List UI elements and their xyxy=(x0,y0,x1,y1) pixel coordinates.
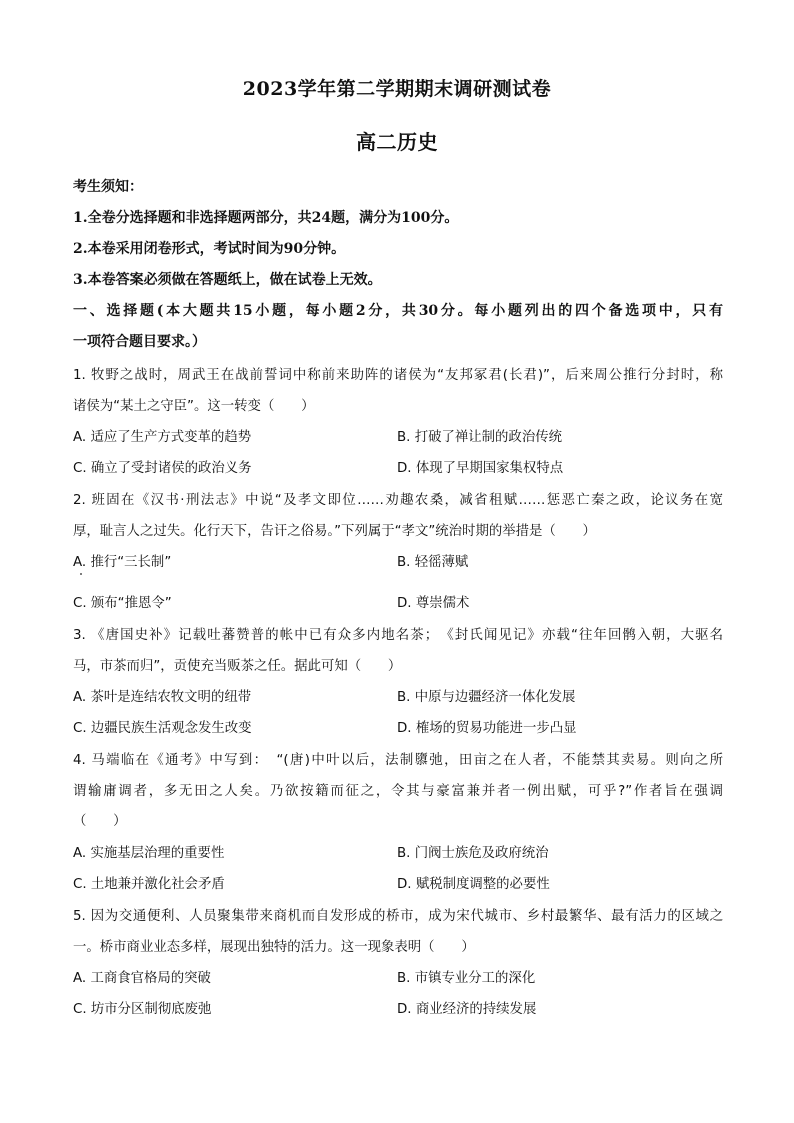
question-5-stem: 5. 因为交通便利、人员聚集带来商机而自发形成的桥市，成为宋代城市、乡村最繁华、最有活力的区域之 xyxy=(73,909,723,924)
subject-title: 高二历史 xyxy=(356,130,438,154)
notice-item: 3.本卷答案必须做在答题纸上，做在试卷上无效。 xyxy=(73,272,382,288)
question-5-option-c: C. 坊市分区制彻底废弛 xyxy=(73,1002,212,1017)
question-2-option-c: C. 颁布“推恩令” xyxy=(73,596,172,611)
question-1-option-c: C. 确立了受封诸侯的政治义务 xyxy=(73,461,252,476)
question-4-option-b: B. 门阀士族危及政府统治 xyxy=(397,846,549,861)
notice-item: 1.全卷分选择题和非选择题两部分，共24题，满分为100分。 xyxy=(73,210,459,226)
section-heading: 一、选择题(本大题共15小题，每小题2分，共30分。每小题列出的四个备选项中，只有 xyxy=(73,303,723,319)
question-3-stem: 马，市茶而归”，贡使充当贩茶之任。据此可知（ ） xyxy=(73,659,402,674)
question-1-option-d: D. 体现了早期国家集权特点 xyxy=(397,461,564,476)
question-1-option-a: A. 适应了生产方式变革的趋势 xyxy=(73,430,252,445)
question-2-option-a: A. 推行“三长制” xyxy=(73,555,172,570)
question-3-option-b: B. 中原与边疆经济一体化发展 xyxy=(397,690,576,705)
question-2-stem: 2. 班固在《汉书·刑法志》中说“及孝文即位……劝趣农桑，减省租赋……惩恶亡秦之政，论议务在宽 xyxy=(73,493,723,508)
question-1-option-b: B. 打破了禅让制的政治传统 xyxy=(397,430,562,445)
notice-heading: 考生须知： xyxy=(73,179,143,195)
question-4-option-c: C. 土地兼并激化社会矛盾 xyxy=(73,877,225,892)
stray-mark xyxy=(80,573,82,575)
notice-item: 2.本卷采用闭卷形式，考试时间为90分钟。 xyxy=(73,241,346,257)
question-2-option-b: B. 轻徭薄赋 xyxy=(397,555,469,570)
question-2-stem: 厚，耻言人之过失。化行天下，告讦之俗易。”下列属于“孝文”统治时期的举措是（ ） xyxy=(73,524,596,539)
question-4-option-d: D. 赋税制度调整的必要性 xyxy=(397,877,550,892)
question-5-option-b: B. 市镇专业分工的深化 xyxy=(397,971,536,986)
question-4-option-a: A. 实施基层治理的重要性 xyxy=(73,846,225,861)
question-3-option-a: A. 茶叶是连结农牧文明的纽带 xyxy=(73,690,252,705)
question-1-stem: 1. 牧野之战时，周武王在战前誓词中称前来助阵的诸侯为“友邦冢君(长君)”，后来周公推行分封时，称 xyxy=(73,368,723,383)
section-heading-cont: 一项符合题目要求。） xyxy=(73,334,206,350)
question-4-stem: 谓输庸调者，多无田之人矣。乃欲按籍而征之，令其与豪富兼并者一例出赋，可乎?”作者旨在强调 xyxy=(73,784,723,799)
question-5-option-a: A. 工商食官格局的突破 xyxy=(73,971,211,986)
question-5-stem: 一。桥市商业业态多样，展现出独特的活力。这一现象表明（ ） xyxy=(73,940,475,955)
question-3-stem: 3. 《唐国史补》记载吐蕃赞普的帐中已有众多内地名茶； 《封氏闻见记》亦载“往年回鹘入朝，大驱名 xyxy=(73,628,723,643)
question-4-stem: 4. 马端临在《通考》中写到： “(唐)中叶以后，法制隳弛，田亩之在人者，不能禁其卖易。则向之所 xyxy=(73,753,723,768)
question-3-option-d: D. 榷场的贸易功能进一步凸显 xyxy=(397,721,577,736)
question-2-option-d: D. 尊崇儒术 xyxy=(397,596,470,611)
question-4-stem: （ ） xyxy=(73,814,127,829)
exam-title: 2023学年第二学期期末调研测试卷 xyxy=(242,78,552,100)
question-5-option-d: D. 商业经济的持续发展 xyxy=(397,1002,537,1017)
question-3-option-c: C. 边疆民族生活观念发生改变 xyxy=(73,721,252,736)
question-1-stem: 诸侯为“某土之守臣”。这一转变（ ） xyxy=(73,399,315,414)
